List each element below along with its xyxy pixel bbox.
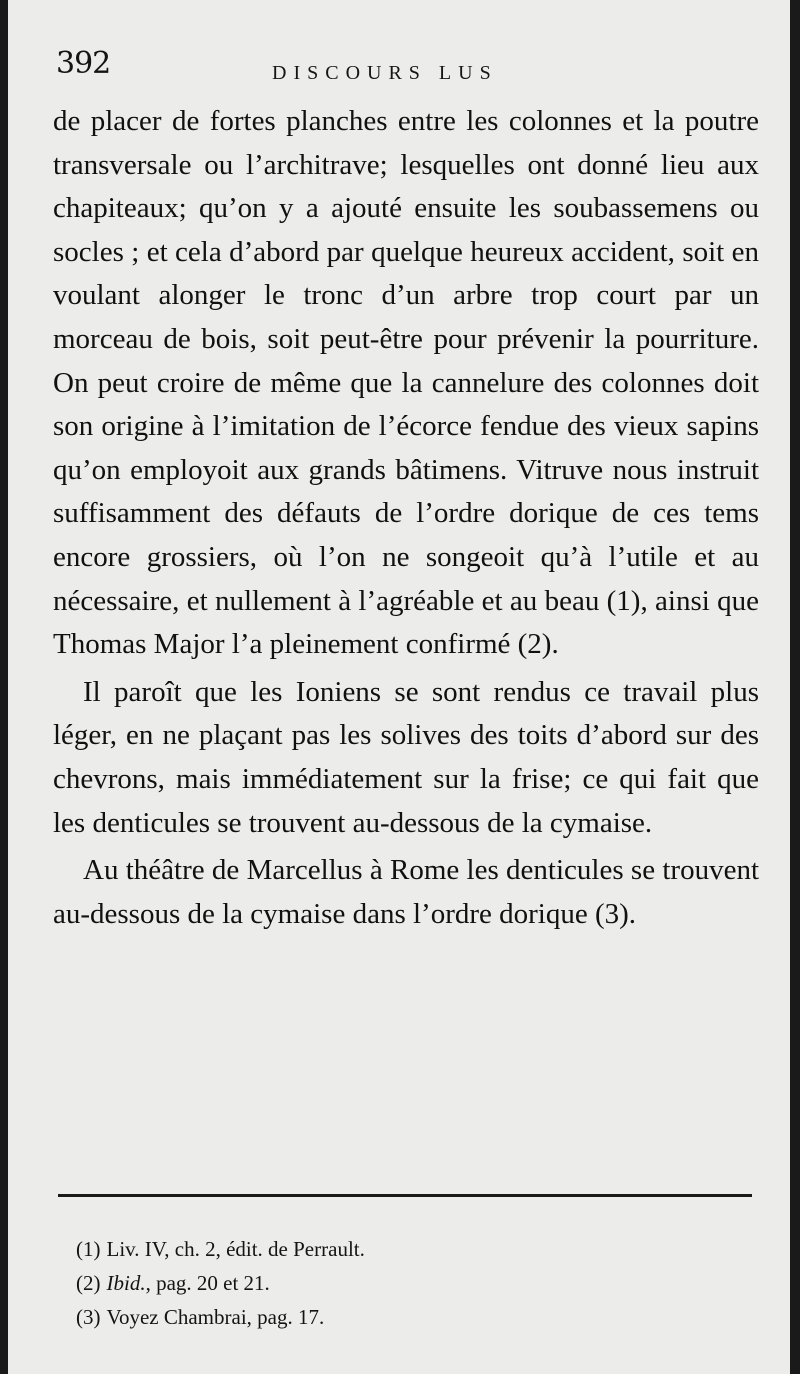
footnote-text: , pag. 20 et 21. [145,1271,270,1295]
body-text [53,100,759,936]
paragraph-2: Il paroît que les Ioniens se sont rendus ce travail plus léger, en ne plaçant pas les solives des toits d’abord sur des chevrons, mais immédiatement sur la frise; ce qui fait que les denticules se trouvent au-dessous de la cymaise. [53,675,759,839]
footnote-italic: Ibid. [106,1271,146,1295]
footnote-3 [76,1300,756,1334]
book-page [8,0,790,1374]
running-head: DISCOURS LUS [272,62,498,84]
footnote-1 [76,1232,756,1266]
footnote-text: Voyez Chambrai, pag. 17. [106,1305,325,1329]
footnote-marker: (2) [76,1271,101,1295]
page-number: 392 [56,46,111,81]
footnote-rule [58,1194,752,1197]
paragraph-1: de placer de fortes planches entre les colonnes et la poutre transversale ou l’architrave; lesquelles ont donné lieu aux chapiteaux; qu’on y a ajouté ensuite les soubassemens ou socles ; et cela d’abord par quelque heureux accident, soit en voulant alonger le tronc d’un arbre trop court par un morceau de bois, soit peut-être pour prévenir la pourriture. On peut croire de même que la cannelure des colonnes doit son origine à l’imitation de l’écorce fendue des vieux sapins qu’on employoit aux grands bâtimens. Vitruve nous instruit suffisamment des défauts de l’ordre dorique de ces tems encore grossiers, où l’on ne songeoit qu’à l’utile et au nécessaire, et nullement à l’agréable et au beau (1), ainsi que Thomas Major l’a pleinement confirmé (2). [53,105,759,661]
footnote-2 [76,1266,756,1300]
footnotes [76,1232,756,1334]
footnote-marker: (1) [76,1237,101,1261]
footnote-text: Liv. IV, ch. 2, édit. de Perrault. [106,1237,365,1261]
footnote-marker: (3) [76,1305,101,1329]
paragraph-3: Au théâtre de Marcellus à Rome les denticules se trouvent au-dessous de la cymaise dans l’ordre dorique (3). [53,854,759,930]
